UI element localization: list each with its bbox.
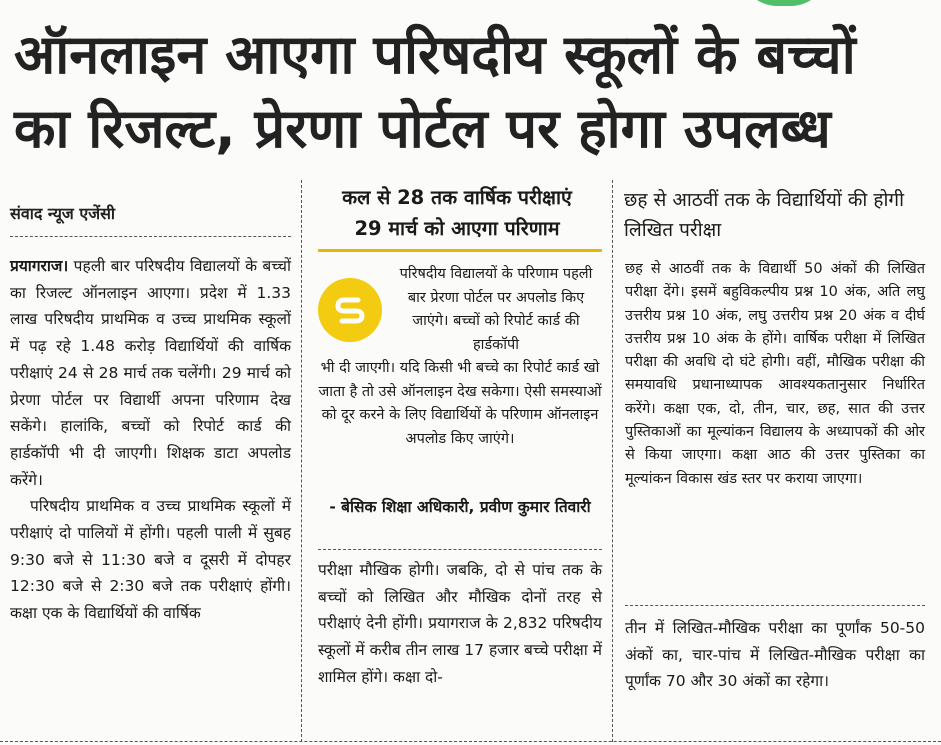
column-3-heading: छह से आठवीं तक के विद्यार्थियों की होगी लिखित परीक्षा: [624, 189, 905, 241]
box-heading: [311, 182, 603, 244]
box-heading-underline: [318, 249, 602, 252]
headline-line-1: ऑनलाइन आएगा परिषदीय स्कूलों के बच्चों: [14, 23, 856, 86]
page-bottom-border: [0, 741, 941, 742]
column-divider-1: [301, 180, 302, 742]
box-heading-line-2: 29 मार्च को आएगा परिणाम: [354, 217, 560, 240]
s-logo-glyph: [330, 290, 370, 330]
box-heading-line-1: कल से 28 तक वार्षिक परीक्षाएं: [342, 186, 572, 209]
column-divider-2: [612, 180, 613, 742]
s-logo-icon: [318, 278, 382, 342]
box-bottom-divider: [318, 549, 602, 550]
column-3-text-2: तीन में लिखित-मौखिक परीक्षा का पूर्णांक 50-50 अंकों का, चार-पांच में लिखित-मौखिक परीक्षा का पूर्णांक 70 और 30 अंकों का रहेगा।: [625, 619, 925, 691]
column-3-text: छह से आठवीं तक के विद्यार्थी 50 अंकों की लिखित परीक्षा देंगे। इसमें बहुविकल्पीय प्रश्न 10 अंक, अति लघु उत्तरीय प्रश्न 10 अंक, लघु उत्तरीय प्रश्न 20 अंक व दीर्घ उत्तरीय प्रश्न 10 अंक के होंगे। वार्षिक परीक्षा में लिखित परीक्षा की अवधि दो घंटे होगी। वहीं, मौखिक परीक्षा की समयावधि प्रधानाध्यापक आवश्यकतानुसार निर्धारित करेंगे। कक्षा एक, दो, तीन, चार, छह, सात की उत्तर पुस्तिकाओं का मूल्यांकन विद्यालय के अध्यापकों की ओर से किया जाएगा। कक्षा आठ की उत्तर पुस्तिका का मूल्यांकन विकास खंड स्तर पर कराया जाएगा।: [625, 261, 925, 487]
corner-logo: [738, 0, 830, 6]
dateline: प्रयागराज।: [10, 257, 69, 275]
column-1: [10, 253, 291, 627]
column-3-divider: [625, 605, 925, 606]
column-1-para-2: परिषदीय प्राथमिक व उच्च प्राथमिक स्कूलों में परीक्षाएं दो पालियों में होंगी। पहली पाली में सुबह 9:30 बजे से 11:30 बजे व दूसरी में दोपहर 12:30 बजे से 2:30 बजे तक परीक्षाएं होंगी। कक्षा एक के विद्यार्थियों की वार्षिक: [10, 497, 291, 623]
box-quote: - बेसिक शिक्षा अधिकारी, प्रवीण कुमार तिवारी: [329, 498, 591, 516]
box-text-top: परिषदीय विद्यालयों के परिणाम पहली बार प्रेरणा पोर्टल पर अपलोड किए जाएंगे। बच्चों को रिपोर्ट कार्ड की हार्डकॉपी: [399, 266, 593, 353]
column-2-text: परीक्षा मौखिक होगी। जबकि, दो से पांच तक के बच्चों को लिखित और मौखिक दोनों तरह से परीक्षाएं देनी होंगी। प्रयागराज के 2,832 परिषदीय स्कूलों में करीब तीन लाख 17 हजार बच्चे परीक्षा में शामिल होंगे। कक्षा दो-: [318, 561, 602, 686]
column-1-para-1: [10, 253, 291, 493]
headline: [14, 18, 928, 166]
headline-line-2: का रिजल्ट, प्रेरणा पोर्टल पर होगा उपलब्ध: [14, 97, 831, 160]
box-text-bottom: भी दी जाएगी। यदि किसी भी बच्चे का रिपोर्ट कार्ड खो जाता है तो उसे ऑनलाइन देख सकेगा। ऐसी समस्याओं को दूर करने के लिए विद्यार्थियों के परिणाम ऑनलाइन अपलोड किए जाएंगे।: [318, 360, 602, 447]
byline-divider: [10, 236, 291, 237]
column-1-para-1-text: पहली बार परिषदीय विद्यालयों के बच्चों का रिजल्ट ऑनलाइन आएगा। प्रदेश में 1.33 लाख परिषदीय प्राथमिक व उच्च प्राथमिक स्कूलों में पढ़ रहे 1.48 करोड़ विद्यार्थियों की वार्षिक परीक्षाएं 24 से 28 मार्च तक चलेंगी। 29 मार्च को प्रेरणा पोर्टल पर विद्यार्थी अपना परिणाम देख सकेंगे। हालांकि, बच्चों को रिपोर्ट कार्ड की हार्डकॉपी भी दी जाएगी। शिक्षक डाटा अपलोड करेंगे।: [10, 257, 291, 489]
byline: संवाद न्यूज एजेंसी: [10, 204, 116, 223]
